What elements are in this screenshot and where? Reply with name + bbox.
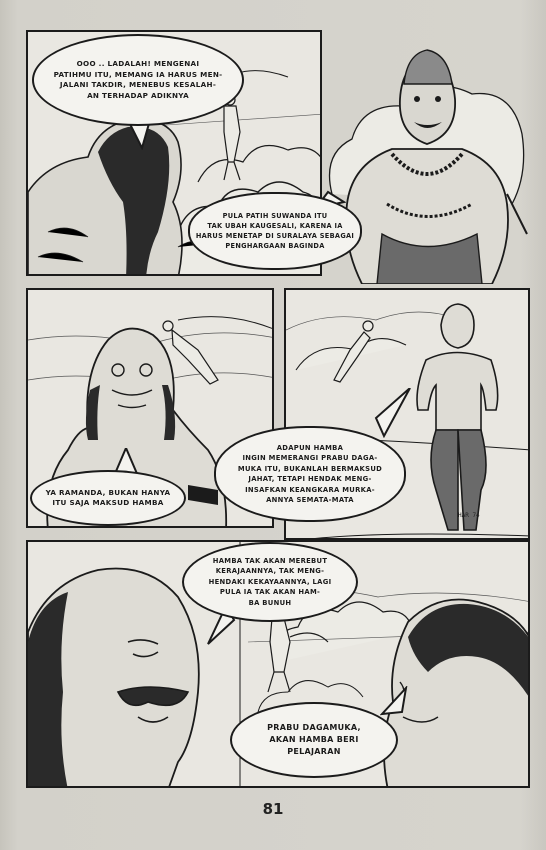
speech-text-3: YA RAMANDA, BUKAN HANYA ITU SAJA MAKSUD HAMBA [45, 487, 171, 507]
speech-text-1: OOO .. LADALAH! MENGENAI PATIHMU ITU, MEMANG IA HARUS MEN- JALANI TAKDIR, MENEBUS KESALAH- AN TERHADAP ADIKNYA [53, 59, 223, 100]
speech-bubble-1 [32, 34, 244, 126]
speech-bubble-5 [182, 542, 358, 622]
page-number: 81 [262, 800, 284, 818]
speech-text-2: PULA PATIH SUWANDA ITU TAK UBAH KAUGESALI, KARENA IA HARUS MENETAP DI SURALAYA SEBAGAI PENGHARGAAN BAGINDA [195, 212, 355, 250]
speech-text-5: HAMBA TAK AKAN MEREBUT KERAJAANNYA, TAK MENG- HENDAKI KEKAYAANNYA, LAGI PULA IA TAK AKAN HAM- BA BUNUH [208, 556, 332, 607]
artist-signature: HAR 74 [458, 512, 480, 519]
panel-4 [26, 540, 530, 788]
speech-bubble-4 [214, 426, 406, 522]
speech-text-6: PRABU DAGAMUKA, AKAN HAMBA BERI PELAJARAN [267, 723, 361, 756]
speech-text-4: ADAPUN HAMBA INGIN MEMERANGI PRABU DAGA- MUKA ITU, BUKANLAH BERMAKSUD JAHAT, TETAPI HENDAK MENG- INSAFKAN KEANGKARA MURKA- ANNYA SEMATA-MATA [237, 443, 383, 504]
speech-bubble-6 [230, 702, 398, 778]
speech-bubble-3 [30, 470, 186, 526]
speech-bubble-2 [188, 192, 362, 270]
